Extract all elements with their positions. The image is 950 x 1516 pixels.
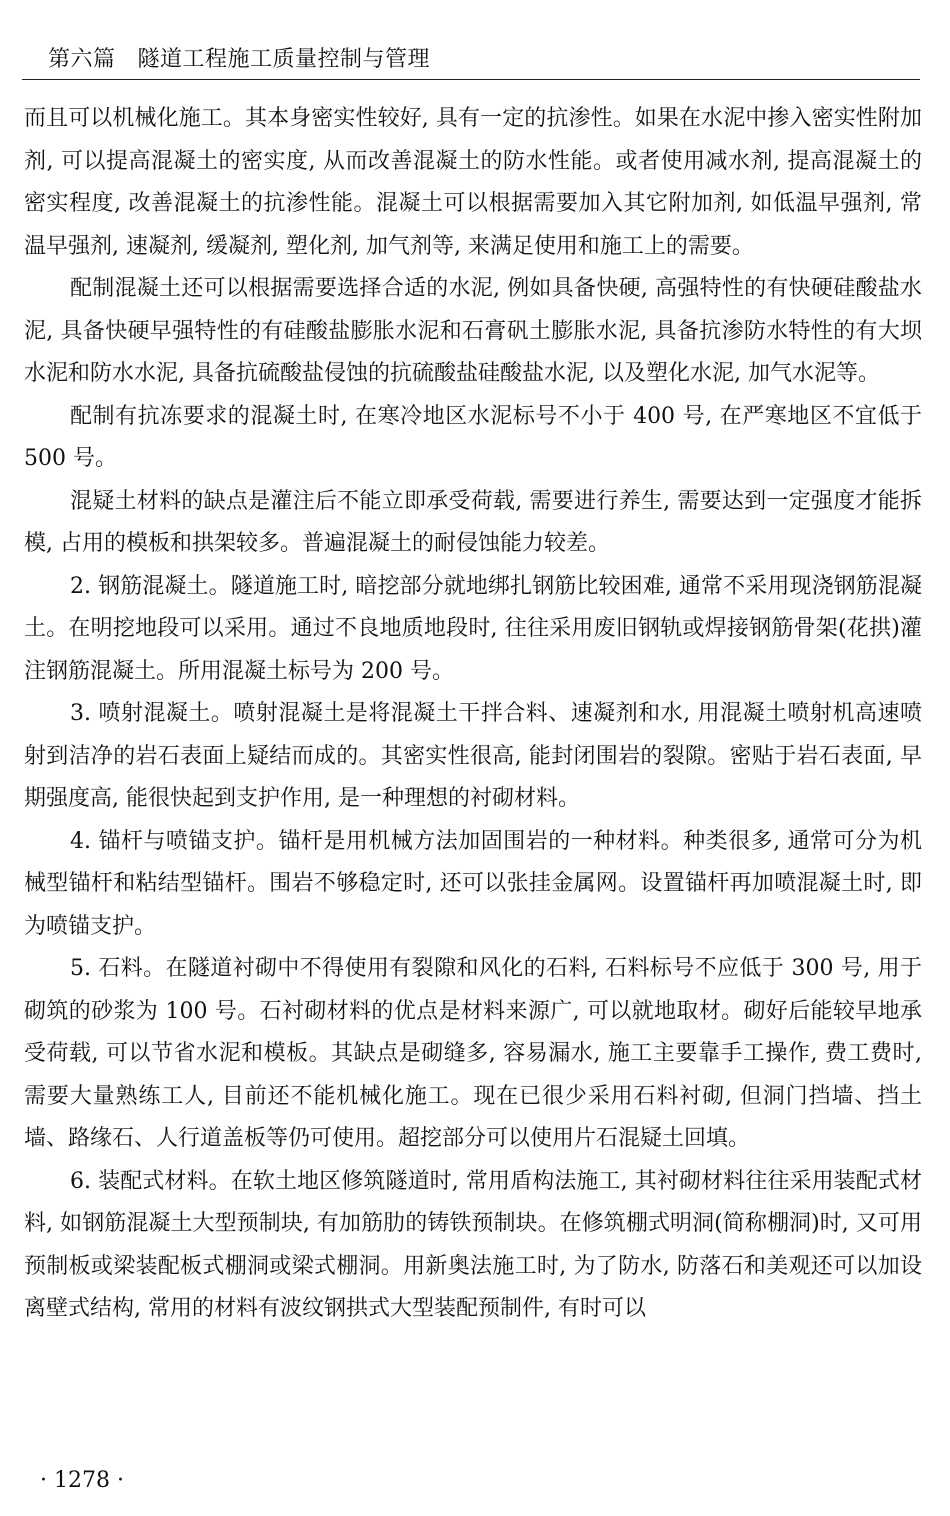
paragraph: 5. 石料。在隧道衬砌中不得使用有裂隙和风化的石料, 石料标号不应低于 300 号, 用于砌筑的砂浆为 100 号。石衬砌材料的优点是材料来源广, 可以就地取材。砌好后能较早地承受荷载, 可以节省水泥和模板。其缺点是砌缝多, 容易漏水, 施工主要靠手工操作, 费工费时, 需要大量熟练工人, 目前还不能机械化施工。现在已很少采用石料衬砌, 但洞门挡墙、挡土墙、路缘石、人行道盖板等仍可使用。超挖部分可以使用片石混疑土回填。: [24, 956, 922, 1151]
paragraph: 4. 锚杆与喷锚支护。锚杆是用机械方法加固围岩的一种材料。种类很多, 通常可分为机械型锚杆和粘结型锚杆。围岩不够稳定时, 还可以张挂金属网。设置锚杆再加喷混凝土时, 即为喷锚支护。: [24, 828, 922, 939]
paragraph: 混疑土材料的缺点是灌注后不能立即承受荷载, 需要进行养生, 需要达到一定强度才能拆模, 占用的模板和拱架较多。普遍混凝土的耐侵蚀能力较差。: [24, 488, 922, 556]
page-header: [22, 40, 920, 80]
paragraph: 而且可以机械化施工。其本身密实性较好, 具有一定的抗渗性。如果在水泥中掺入密实性附加剂, 可以提高混凝土的密实度, 从而改善混凝土的防水性能。或者使用减水剂, 提高混凝土的密实程度, 改善混凝土的抗渗性能。混凝土可以根据需要加入其它附加剂, 如低温早强剂, 常温早强剂, 速凝剂, 缓凝剂, 塑化剂, 加气剂等, 来满足使用和施工上的需要。: [24, 106, 922, 259]
part-title: 隧道工程施工质量控制与管理: [137, 47, 431, 72]
part-label: 第六篇: [48, 47, 116, 72]
paragraph: 6. 装配式材料。在软土地区修筑隧道时, 常用盾构法施工, 其衬砌材料往往采用装配式材料, 如钢筋混凝土大型预制块, 有加筋肋的铸铁预制块。在修筑棚式明洞(简称棚洞)时, 又可用预制板或梁装配板式棚洞或梁式棚洞。用新奥法施工时, 为了防水, 防落石和美观还可以加设离壁式结构, 常用的材料有波纹钢拱式大型装配预制件, 有时可以: [24, 1168, 922, 1321]
body-text: [24, 98, 922, 1331]
paragraph: 配制混凝土还可以根据需要选择合适的水泥, 例如具备快硬, 高强特性的有快硬硅酸盐水泥, 具备快硬早强特性的有硅酸盐膨胀水泥和石膏矾土膨胀水泥, 具备抗渗防水特性的有大坝水泥和防水水泥, 具备抗硫酸盐侵蚀的抗硫酸盐硅酸盐水泥, 以及塑化水泥, 加气水泥等。: [24, 276, 922, 386]
running-head: [48, 42, 430, 73]
paragraph: 3. 喷射混凝土。喷射混凝土是将混凝土干拌合料、速凝剂和水, 用混凝土喷射机高速喷射到洁净的岩石表面上疑结而成的。其密实性很高, 能封闭围岩的裂隙。密贴于岩石表面, 早期强度高, 能很快起到支护作用, 是一种理想的衬砌材料。: [24, 701, 922, 811]
paragraph: 2. 钢筋混凝土。隧道施工时, 暗挖部分就地绑扎钢筋比较困难, 通常不采用现浇钢筋混凝土。在明挖地段可以采用。通过不良地质地段时, 往往采用废旧钢轨或焊接钢筋骨架(花拱)灌注钢筋混凝土。所用混凝土标号为 200 号。: [24, 573, 922, 684]
page-number: · 1278 ·: [40, 1468, 124, 1493]
paragraph: 配制有抗冻要求的混凝土时, 在寒冷地区水泥标号不小于 400 号, 在严寒地区不宜低于 500 号。: [24, 403, 922, 471]
